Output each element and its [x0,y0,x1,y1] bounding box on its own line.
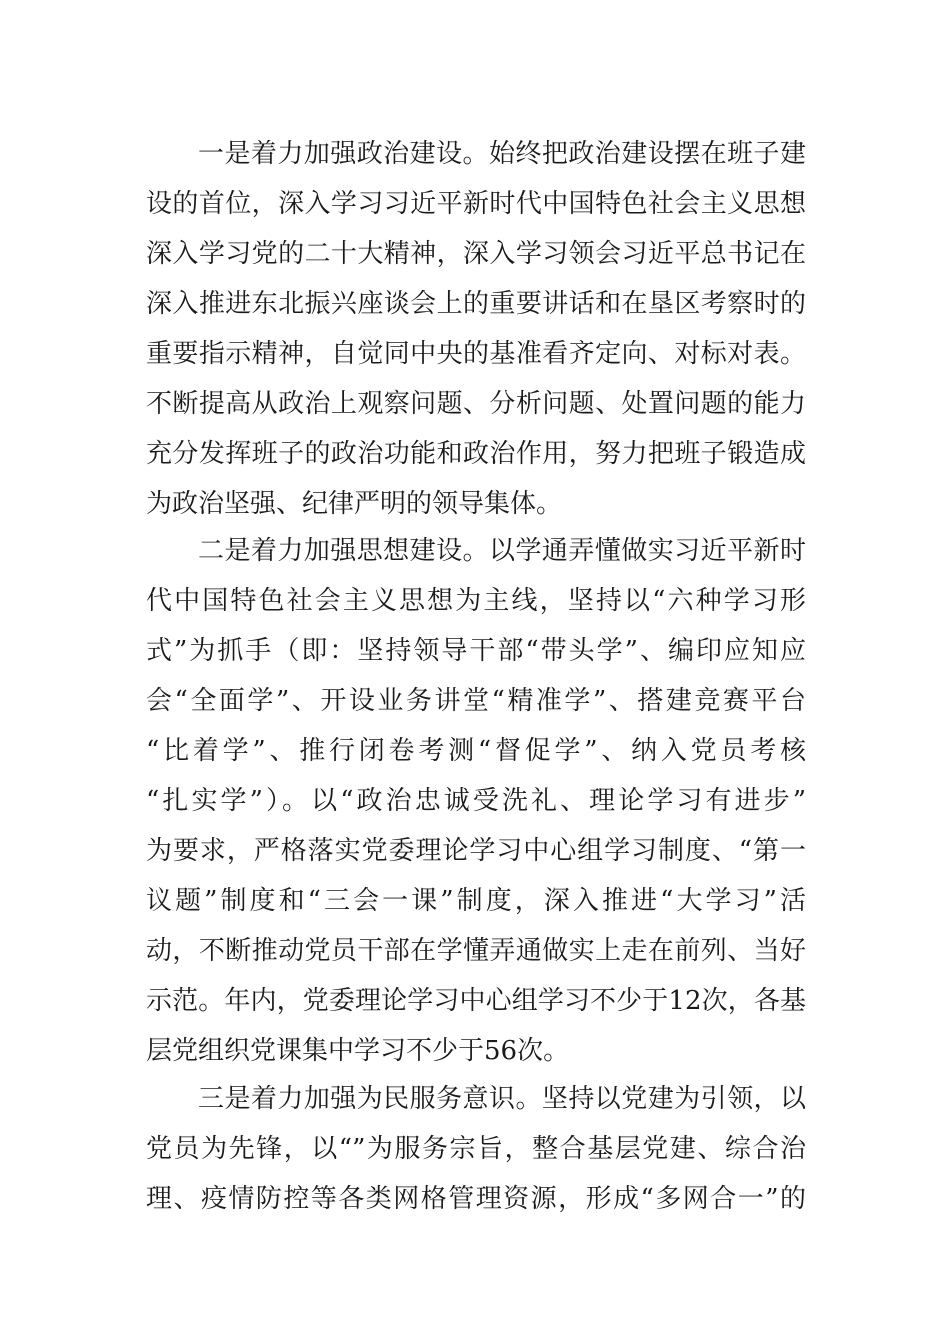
text-line: 深入学习党的二十大精神，深入学习领会习近平总书记在 [146,239,806,269]
text-line: 深入推进东北振兴座谈会上的重要讲话和在垦区考察时的 [146,289,806,319]
text-line: 三是着力加强为民服务意识。坚持以党建为引领，以 [198,1084,806,1114]
text-line: 代中国特色社会主义思想为主线，坚持以“六种学习形 [146,586,806,616]
text-line: “比着学”、推行闭卷考测“督促学”、纳入党员考核 [146,736,806,766]
text-line: “扎实学”）。以“政治忠诚受洗礼、理论学习有进步” [146,786,806,816]
text-line: 一是着力加强政治建设。始终把政治建设摆在班子建 [198,139,806,169]
text-line: 示范。年内，党委理论学习中心组学习不少于12次，各基 [146,986,806,1016]
text-line: 理、疫情防控等各类网格管理资源，形成“多网合一”的 [146,1184,806,1214]
text-line: 议题”制度和“三会一课”制度，深入推进“大学习”活 [146,886,806,916]
text-line: 会“全面学”、开设业务讲堂“精准学”、搭建竞赛平台 [146,686,806,716]
text-line: 重要指示精神，自觉同中央的基准看齐定向、对标对表。 [146,339,806,369]
text-line: 为政治坚强、纪律严明的领导集体。 [146,489,563,519]
text-line: 设的首位，深入学习习近平新时代中国特色社会主义思想 [146,189,806,219]
text-line: 式”为抓手（即：坚持领导干部“带头学”、编印应知应 [146,636,806,666]
text-line: 充分发挥班子的政治功能和政治作用，努力把班子锻造成 [146,439,806,469]
text-line: 党员为先锋，以“”为服务宗旨，整合基层党建、综合治 [146,1134,806,1164]
text-line: 层党组织党课集中学习不少于56次。 [146,1036,570,1066]
text-line: 不断提高从政治上观察问题、分析问题、处置问题的能力 [146,389,806,419]
text-line: 动，不断推动党员干部在学懂弄通做实上走在前列、当好 [146,936,806,966]
text-line: 为要求，严格落实党委理论学习中心组学习制度、“第一 [146,836,806,866]
text-line: 二是着力加强思想建设。以学通弄懂做实习近平新时 [198,536,806,566]
